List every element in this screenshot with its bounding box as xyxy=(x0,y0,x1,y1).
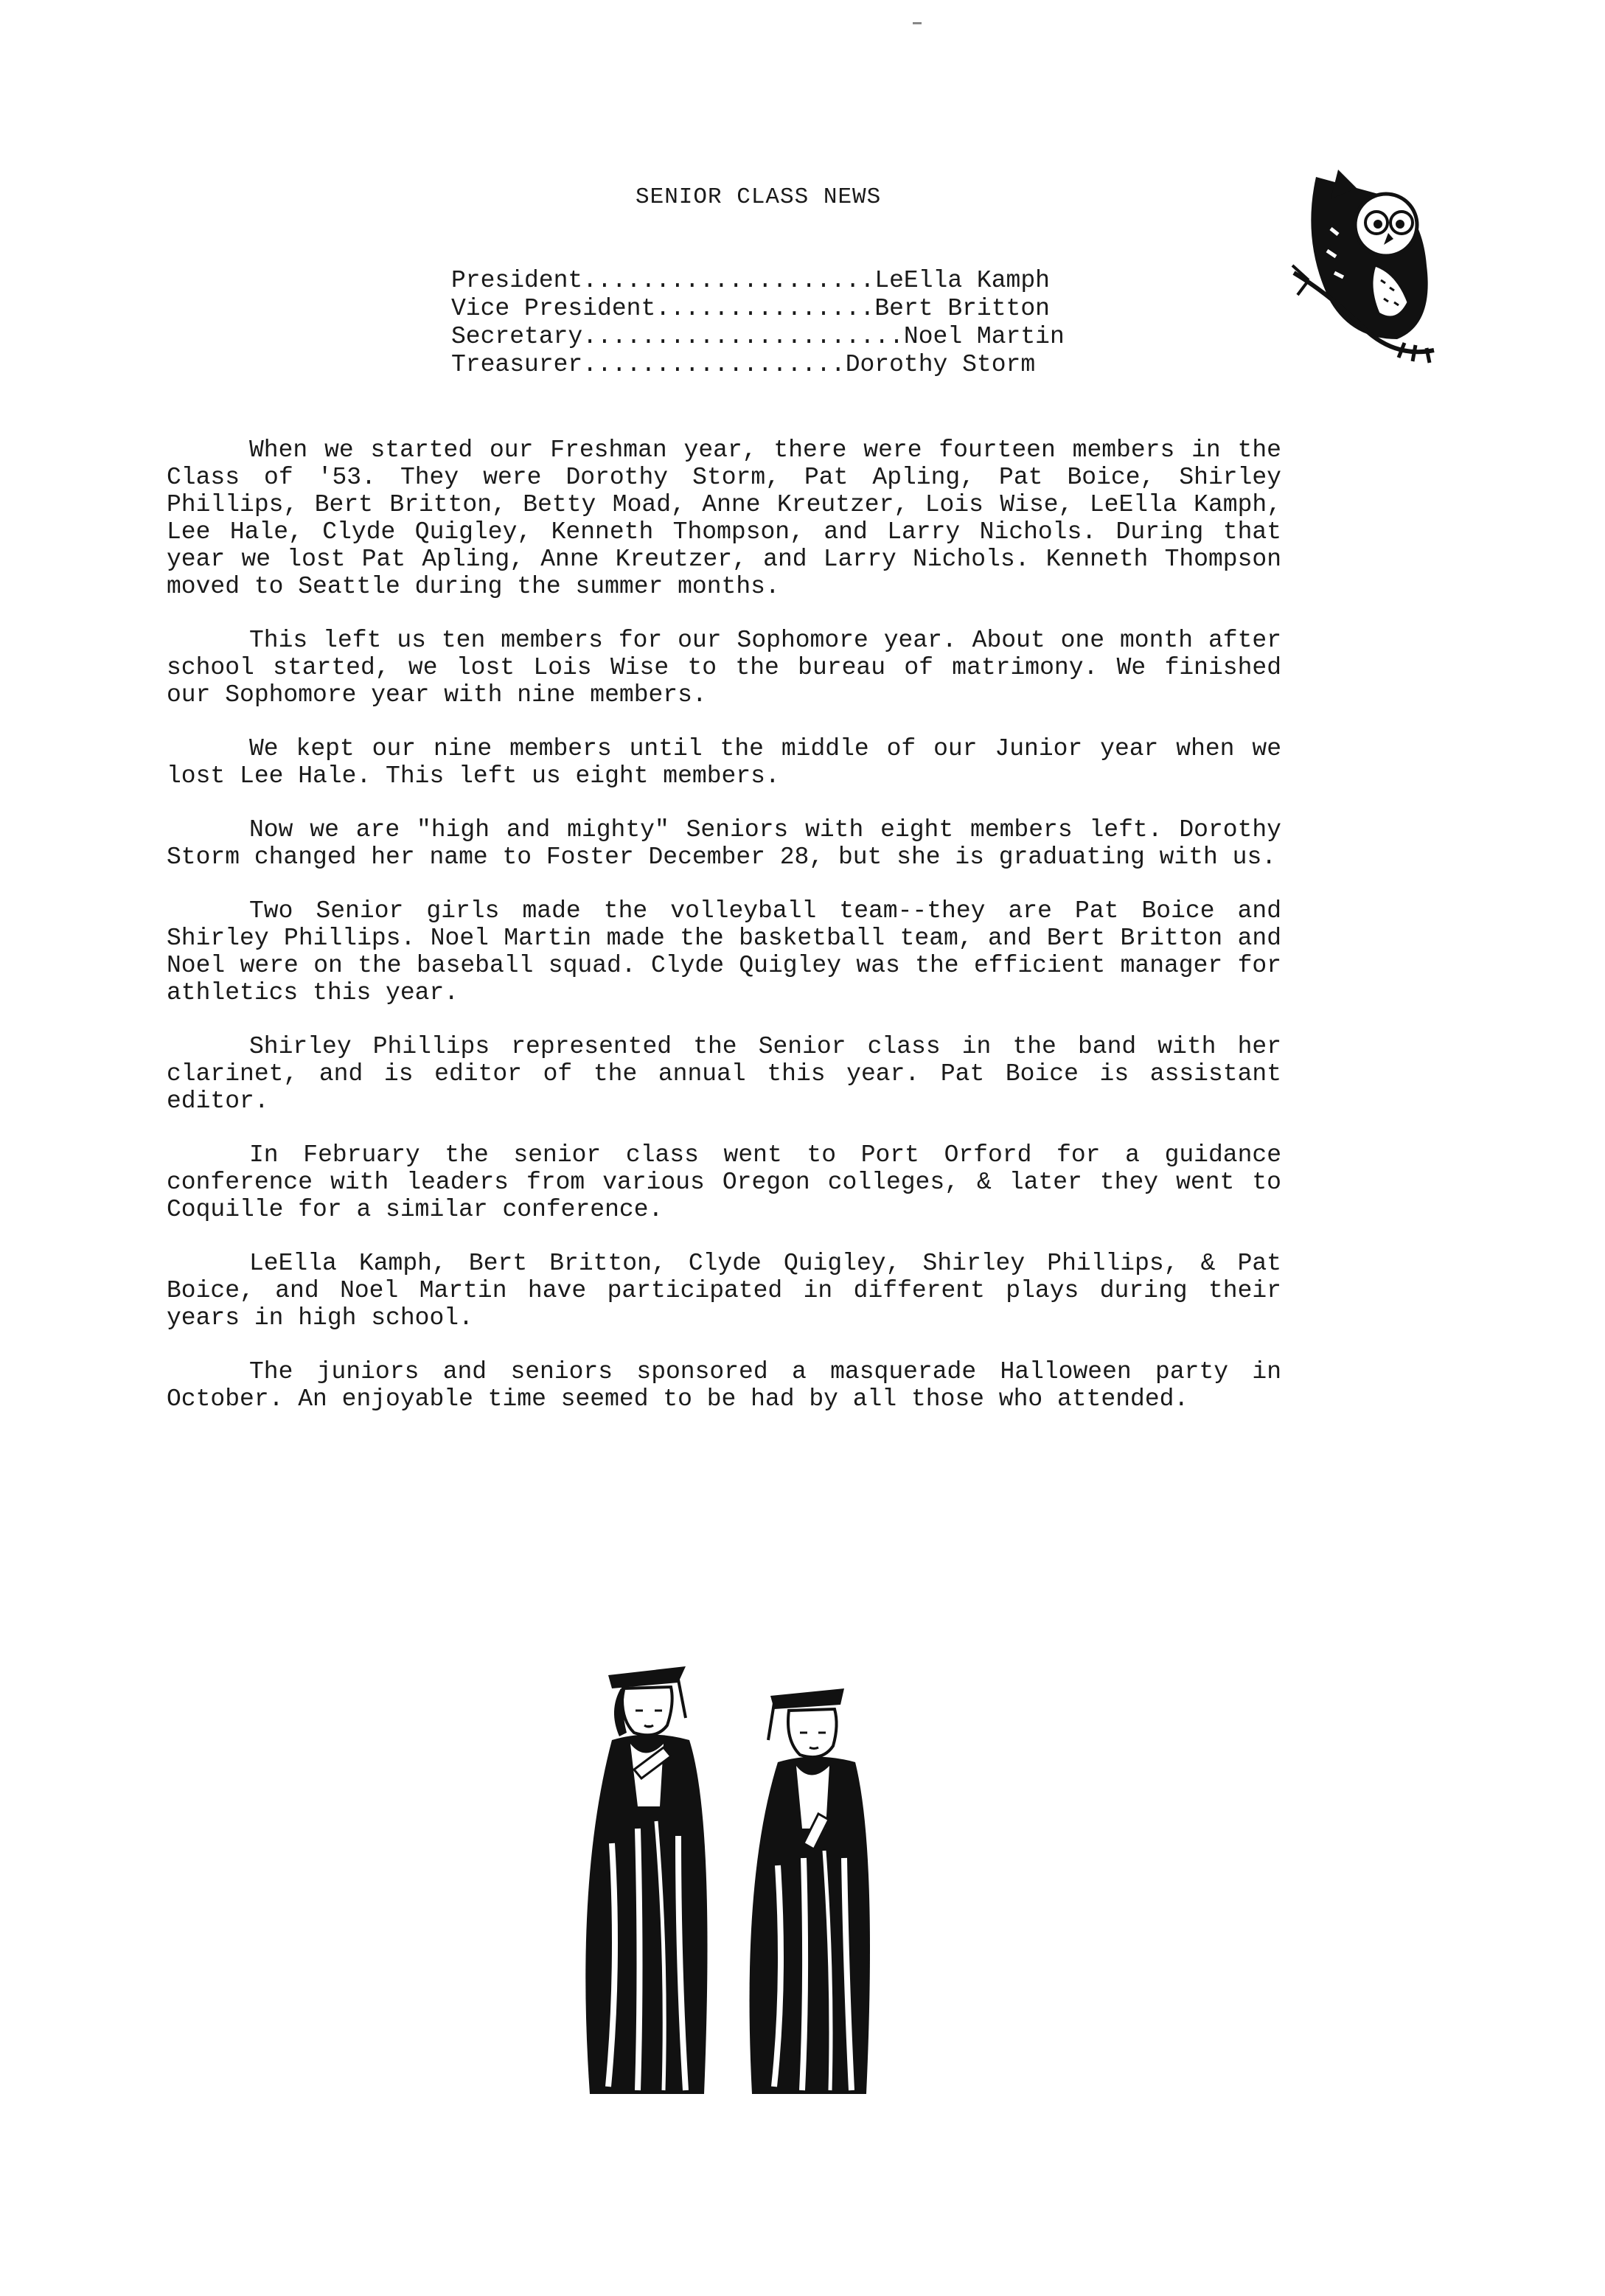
paragraph: When we started our Freshman year, there were fourteen members in the Class of '53. They were Dorothy Storm, Pat Apling, Pat Boice, Shirley Phillips, Bert Britton, Betty Moad, Anne Kreutzer, Lois Wise, LeElla Kamph, Lee Hale, Clyde Quigley, Kenneth Thompson, and Larry Nichols. During that year we lost Pat Apling, Anne Kreutzer, and Larry Nichols. Kenneth Thompson moved to Seattle during the summer months. xyxy=(167,436,1281,600)
officer-row-vice-president xyxy=(451,295,1065,323)
paragraph: This left us ten members for our Sophomore year. About one month after school started, we lost Lois Wise to the bureau of matrimony. We finished our Sophomore year with nine members. xyxy=(167,627,1281,709)
officer-dots: .................. xyxy=(582,351,846,378)
paragraph: Two Senior girls made the volleyball team--they are Pat Boice and Shirley Phillips. Noel Martin made the basketball team, and Bert Britton and Noel were on the baseball squad. Clyde Quigley was the efficient manager for athletics this year. xyxy=(167,897,1281,1006)
officer-role: President xyxy=(451,267,583,294)
paragraph: Now we are "high and mighty" Seniors with eight members left. Dorothy Storm changed her name to Foster December 28, but she is graduating with us. xyxy=(167,816,1281,871)
owl-illustration xyxy=(1287,155,1441,376)
officer-role: Treasurer xyxy=(451,351,583,378)
officers-list xyxy=(451,267,1065,379)
paragraph: LeElla Kamph, Bert Britton, Clyde Quigley, Shirley Phillips, & Pat Boice, and Noel Martin have participated in different plays during their years in high school. xyxy=(167,1250,1281,1332)
officer-row-treasurer xyxy=(451,351,1065,379)
officer-name: Bert Britton xyxy=(874,295,1050,322)
paragraph: Shirley Phillips represented the Senior class in the band with her clarinet, and is editor of the annual this year. Pat Boice is assistant editor. xyxy=(167,1033,1281,1115)
paragraph: We kept our nine members until the middle of our Junior year when we lost Lee Hale. This left us eight members. xyxy=(167,735,1281,790)
article-body xyxy=(167,436,1281,1439)
officer-dots: ...................... xyxy=(582,323,904,350)
male-graduate-figure xyxy=(750,1688,870,2094)
paper-speck xyxy=(913,22,922,24)
officer-role: Secretary xyxy=(451,323,583,350)
officer-dots: .................... xyxy=(582,267,875,294)
officer-name: Noel Martin xyxy=(903,323,1065,350)
officer-name: Dorothy Storm xyxy=(845,351,1036,378)
officer-role: Vice President xyxy=(451,295,656,322)
officer-name: LeElla Kamph xyxy=(874,267,1050,294)
page-title: SENIOR CLASS NEWS xyxy=(636,184,882,210)
female-graduate-figure xyxy=(585,1666,707,2094)
officer-dots: ............... xyxy=(655,295,875,322)
officer-row-president xyxy=(451,267,1065,295)
paragraph: In February the senior class went to Port Orford for a guidance conference with leaders from various Oregon colleges, & later they went to Coquille for a similar conference. xyxy=(167,1141,1281,1223)
officer-row-secretary xyxy=(451,323,1065,351)
paragraph: The juniors and seniors sponsored a masquerade Halloween party in October. An enjoyable time seemed to be had by all those who attended. xyxy=(167,1358,1281,1413)
graduates-illustration xyxy=(568,1659,907,2101)
